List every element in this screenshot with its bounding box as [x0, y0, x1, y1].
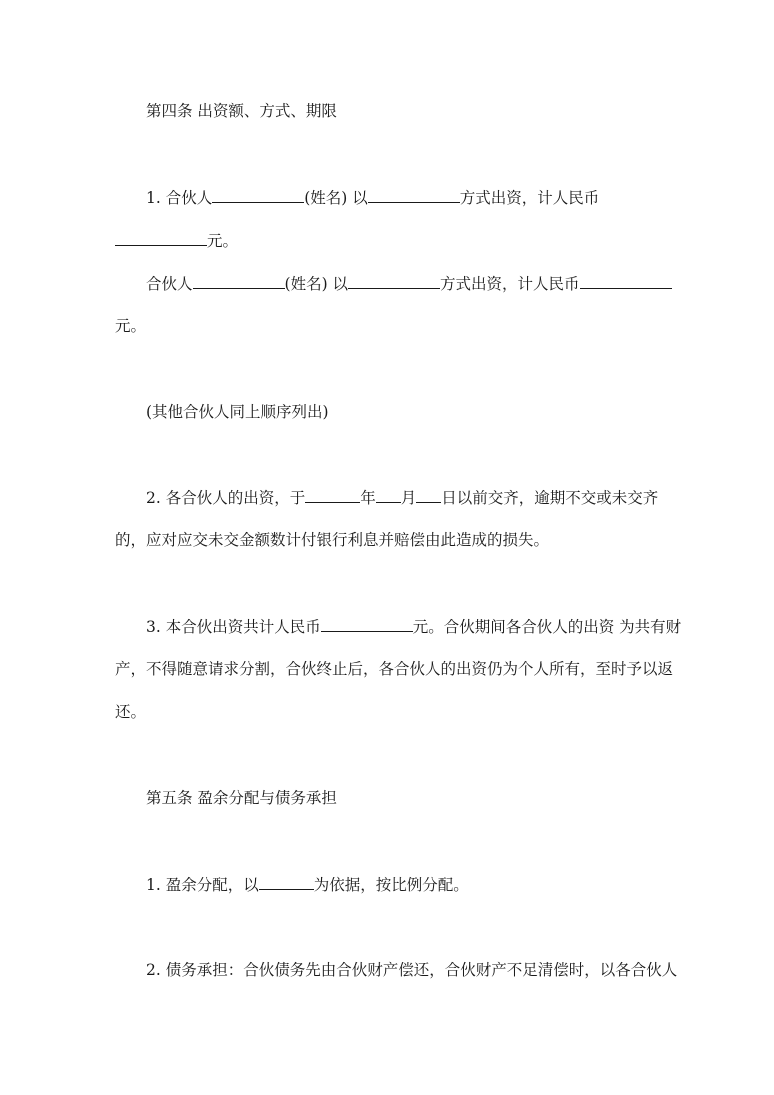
clause-text: 方式出资，计人民币	[440, 275, 580, 293]
clause-text: 3. 本合伙出资共计人民币	[146, 618, 321, 636]
clause-text: 年	[360, 489, 376, 507]
clause-text: (姓名) 以	[284, 275, 349, 293]
clause-text: 元。合伙期间各合伙人的出资 为共有财	[412, 618, 682, 636]
clause-4-2-line-2: 的，应对应交未交金额数计付银行利息并赔偿由此造成的损失。	[115, 531, 550, 549]
clause-4-3-line-3: 还。	[115, 703, 147, 721]
fill-blank-day[interactable]	[416, 487, 441, 503]
clause-text: 月	[400, 489, 417, 507]
clause-4-1b-line-2: 元。	[115, 317, 147, 335]
others-note: (其他合伙人同上顺序列出)	[146, 403, 329, 421]
fill-blank-name[interactable]	[212, 187, 304, 203]
clause-text: 日以前交齐，逾期不交或未交齐	[441, 489, 659, 507]
clause-4-3-line-1	[146, 616, 681, 636]
fill-blank-total[interactable]	[321, 616, 413, 632]
clause-text: 元。	[207, 232, 239, 250]
article-4-title: 第四条 出资额、方式、期限	[146, 102, 337, 120]
fill-blank-amount[interactable]	[115, 230, 207, 246]
article-5-title: 第五条 盈余分配与债务承担	[146, 789, 337, 807]
clause-text: 2. 各合伙人的出资，于	[146, 489, 306, 507]
fill-blank-month[interactable]	[376, 487, 401, 503]
clause-5-2: 2. 债务承担：合伙债务先由合伙财产偿还，合伙财产不足清偿时，以各合伙人	[146, 961, 678, 979]
clause-text: 1. 合伙人	[146, 189, 213, 207]
fill-blank-year[interactable]	[305, 487, 360, 503]
clause-text: 为依据，按比例分配。	[313, 876, 469, 894]
clause-5-1	[146, 874, 469, 894]
clause-4-1-line-2	[115, 230, 238, 250]
clause-text: 1. 盈余分配，以	[146, 876, 259, 894]
clause-4-3-line-2: 产，不得随意请求分割，合伙终止后，各合伙人的出资仍为个人所有，至时予以返	[115, 660, 674, 678]
clause-text: 合伙人	[146, 275, 193, 293]
fill-blank-basis[interactable]	[259, 874, 314, 890]
fill-blank-amount[interactable]	[580, 273, 672, 289]
clause-text: 方式出资，计人民币	[459, 189, 600, 207]
fill-blank-name[interactable]	[193, 273, 285, 289]
clause-4-1b-line-1	[146, 273, 672, 293]
clause-4-2-line-1	[146, 487, 658, 507]
fill-blank-method[interactable]	[348, 273, 440, 289]
clause-text: (姓名) 以	[304, 189, 368, 207]
clause-4-1-line-1	[146, 187, 599, 207]
fill-blank-method[interactable]	[368, 187, 460, 203]
